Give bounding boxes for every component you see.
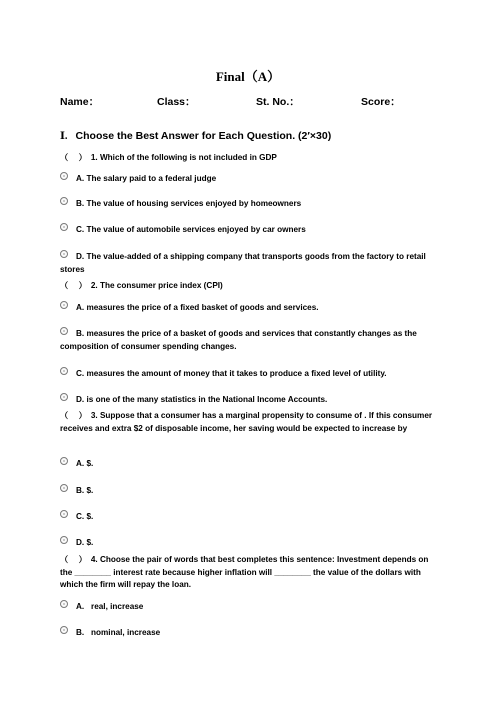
answer-blank[interactable]: （ ） [60, 153, 87, 162]
radio-button[interactable] [60, 172, 68, 180]
question-1-option-a[interactable] [60, 173, 440, 186]
option-text: B. The value of housing services enjoyed by homeowners [76, 199, 302, 208]
option-text: B. $. [76, 486, 94, 495]
question-2 [60, 280, 440, 293]
name-label: Name： [60, 96, 100, 108]
option-text: A. $. [76, 459, 94, 468]
radio-button[interactable] [60, 250, 68, 258]
option-text: A. measures the price of a fixed basket of goods and services. [76, 303, 319, 312]
question-3-option-c[interactable] [60, 511, 440, 524]
question-1-option-c[interactable] [60, 224, 440, 237]
answer-blank[interactable]: （ ） [60, 411, 87, 420]
question-2-option-a[interactable] [60, 302, 440, 315]
radio-button[interactable] [60, 367, 68, 375]
question-text: 2. The consumer price index (CPI) [90, 281, 223, 290]
page-title: Final（A） [215, 69, 281, 84]
radio-button[interactable] [60, 197, 68, 205]
radio-button[interactable] [60, 457, 68, 465]
section-title: Choose the Best Answer for Each Question. (2′×30) [75, 130, 332, 142]
radio-button[interactable] [60, 327, 68, 335]
student-number-label: St. No.： [256, 96, 300, 108]
question-2-option-b[interactable] [60, 328, 440, 353]
section-heading [60, 130, 331, 142]
radio-button[interactable] [60, 484, 68, 492]
question-3-option-b[interactable] [60, 485, 440, 498]
score-label: Score： [361, 96, 401, 108]
question-1-option-b[interactable] [60, 198, 440, 211]
question-4-option-a[interactable] [60, 601, 440, 614]
answer-blank[interactable]: （ ） [60, 281, 87, 290]
radio-button[interactable] [60, 393, 68, 401]
question-text: 4. Choose the pair of words that best completes this sentence: Investment depends on the ________ interest rate because higher inflation will ________ the value of the dollars with which the firm will repay the loan. [60, 555, 429, 589]
option-text: D. The value-added of a shipping company that transports goods from the factory to retail stores [60, 252, 426, 274]
question-2-option-c[interactable] [60, 368, 440, 381]
question-text: 1. Which of the following is not included in GDP [90, 153, 277, 162]
option-text: D. $. [76, 538, 94, 547]
question-3-option-a[interactable] [60, 458, 440, 471]
radio-button[interactable] [60, 600, 68, 608]
option-text: C. $. [76, 512, 94, 521]
option-text: C. measures the amount of money that it takes to produce a fixed level of utility. [76, 369, 387, 378]
option-text: B. measures the price of a basket of goods and services that constantly changes as the composition of consumer spending changes. [60, 329, 417, 351]
section-number: Ⅰ. [60, 131, 68, 142]
question-1-option-d[interactable] [60, 251, 440, 276]
answer-blank[interactable]: （ ） [60, 555, 87, 564]
radio-button[interactable] [60, 223, 68, 231]
question-1 [60, 152, 440, 165]
question-4-option-b[interactable] [60, 627, 440, 640]
option-text: A. real, increase [76, 602, 144, 611]
option-text: C. The value of automobile services enjoyed by car owners [76, 225, 306, 234]
class-label: Class： [157, 96, 196, 108]
radio-button[interactable] [60, 301, 68, 309]
question-text: 3. Suppose that a consumer has a marginal propensity to consume of . If this consumer receives and extra $2 of disposable income, her saving would be expected to increase by [60, 411, 433, 433]
question-4 [60, 554, 440, 592]
question-3 [60, 410, 440, 435]
option-text: A. The salary paid to a federal judge [76, 174, 217, 183]
option-text: B. nominal, increase [76, 628, 161, 637]
question-3-option-d[interactable] [60, 537, 440, 550]
option-text: D. is one of the many statistics in the National Income Accounts. [76, 395, 328, 404]
radio-button[interactable] [60, 536, 68, 544]
question-2-option-d[interactable] [60, 394, 440, 407]
radio-button[interactable] [60, 510, 68, 518]
radio-button[interactable] [60, 626, 68, 634]
